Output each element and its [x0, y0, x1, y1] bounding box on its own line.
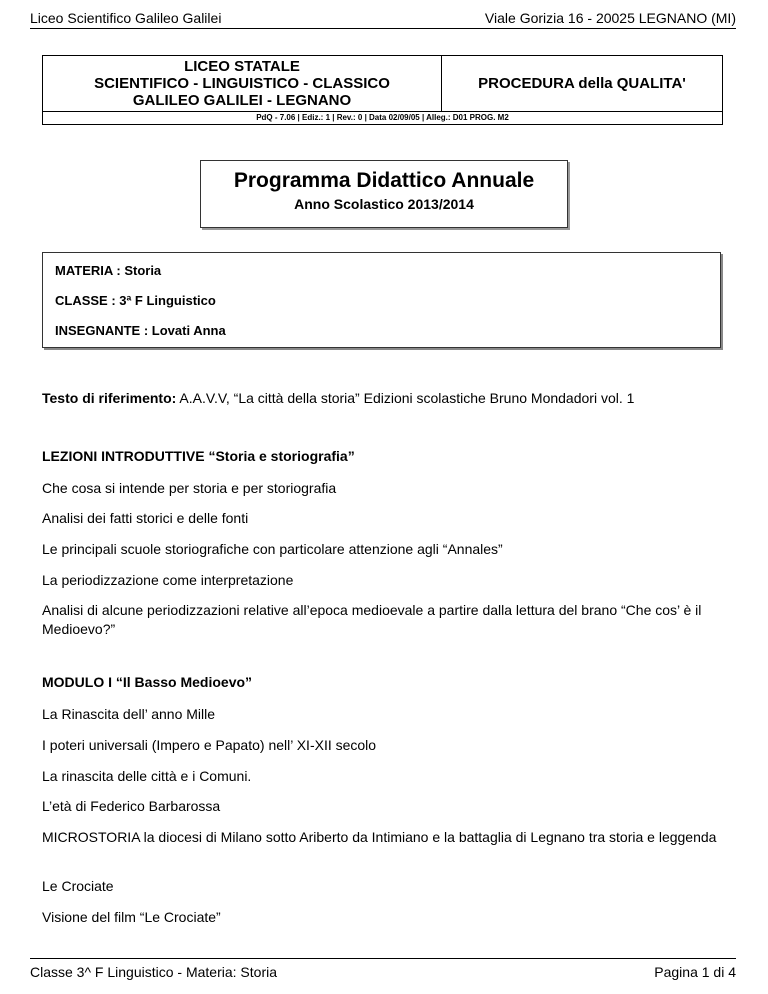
school-line-1: LICEO STATALE	[184, 58, 300, 75]
list-item: Visione del film “Le Crociate”	[42, 909, 221, 925]
list-item: Analisi di alcune periodizzazioni relative all’epoca medioevale a partire dalla lettura del brano “Che cos’ è il Medioevo?”	[42, 602, 702, 637]
page-footer	[30, 958, 736, 981]
list-item: Le principali scuole storiografiche con particolare attenzione agli “Annales”	[42, 541, 503, 557]
procedure-title: PROCEDURA della QUALITA'	[442, 56, 723, 112]
title-box	[200, 160, 568, 228]
footer-class-subject: Classe 3^ F Linguistico - Materia: Storia	[30, 964, 277, 980]
document-meta: PdQ - 7.06 | Ediz.: 1 | Rev.: 0 | Data 02/09/05 | Alleg.: D01 PROG. M2	[43, 112, 723, 125]
subject-label: MATERIA : Storia	[55, 263, 162, 278]
course-info-box	[42, 252, 721, 348]
list-item: Analisi dei fatti storici e delle fonti	[42, 510, 249, 526]
intro-heading: LEZIONI INTRODUTTIVE “Storia e storiografia”	[42, 448, 355, 464]
class-label: CLASSE : 3ª F Linguistico	[55, 293, 216, 308]
school-year: Anno Scolastico 2013/2014	[294, 196, 474, 212]
list-item: MICROSTORIA la diocesi di Milano sotto Ariberto da Intimiano e la battaglia di Legnano tra storia e leggenda	[42, 829, 717, 845]
list-item: L’età di Federico Barbarossa	[42, 798, 221, 814]
school-line-2: SCIENTIFICO - LINGUISTICO - CLASSICO	[94, 75, 390, 92]
list-item: Le Crociate	[42, 878, 114, 894]
page-header	[30, 6, 736, 29]
module-1-heading	[42, 673, 732, 692]
page-number: Pagina 1 di 4	[654, 964, 736, 980]
list-item: La rinascita delle città e i Comuni.	[42, 768, 252, 784]
reference-label: Testo di riferimento:	[42, 390, 177, 406]
school-line-3: GALILEO GALILEI - LEGNANO	[132, 92, 352, 109]
header-school-name: Liceo Scientifico Galileo Galilei	[30, 10, 222, 26]
quality-table	[42, 55, 723, 125]
list-item: La periodizzazione come interpretazione	[42, 572, 294, 588]
teacher-label: INSEGNANTE : Lovati Anna	[55, 323, 226, 338]
reference-text	[42, 389, 732, 408]
header-address: Viale Gorizia 16 - 20025 LEGNANO (MI)	[484, 10, 736, 26]
list-item: I poteri universali (Impero e Papato) nell’ XI-XII secolo	[42, 737, 377, 753]
list-item: La Rinascita dell’ anno Mille	[42, 706, 216, 722]
reference-value: A.A.V.V, “La città della storia” Edizioni scolastiche Bruno Mondadori vol. 1	[176, 390, 635, 406]
module-1-number: MODULO I	[42, 674, 116, 690]
school-block	[43, 56, 442, 112]
module-1-title: “Il Basso Medioevo”	[115, 674, 253, 690]
list-item: Che cosa si intende per storia e per storiografia	[42, 480, 337, 496]
page-title: Programma Didattico Annuale	[233, 169, 535, 192]
